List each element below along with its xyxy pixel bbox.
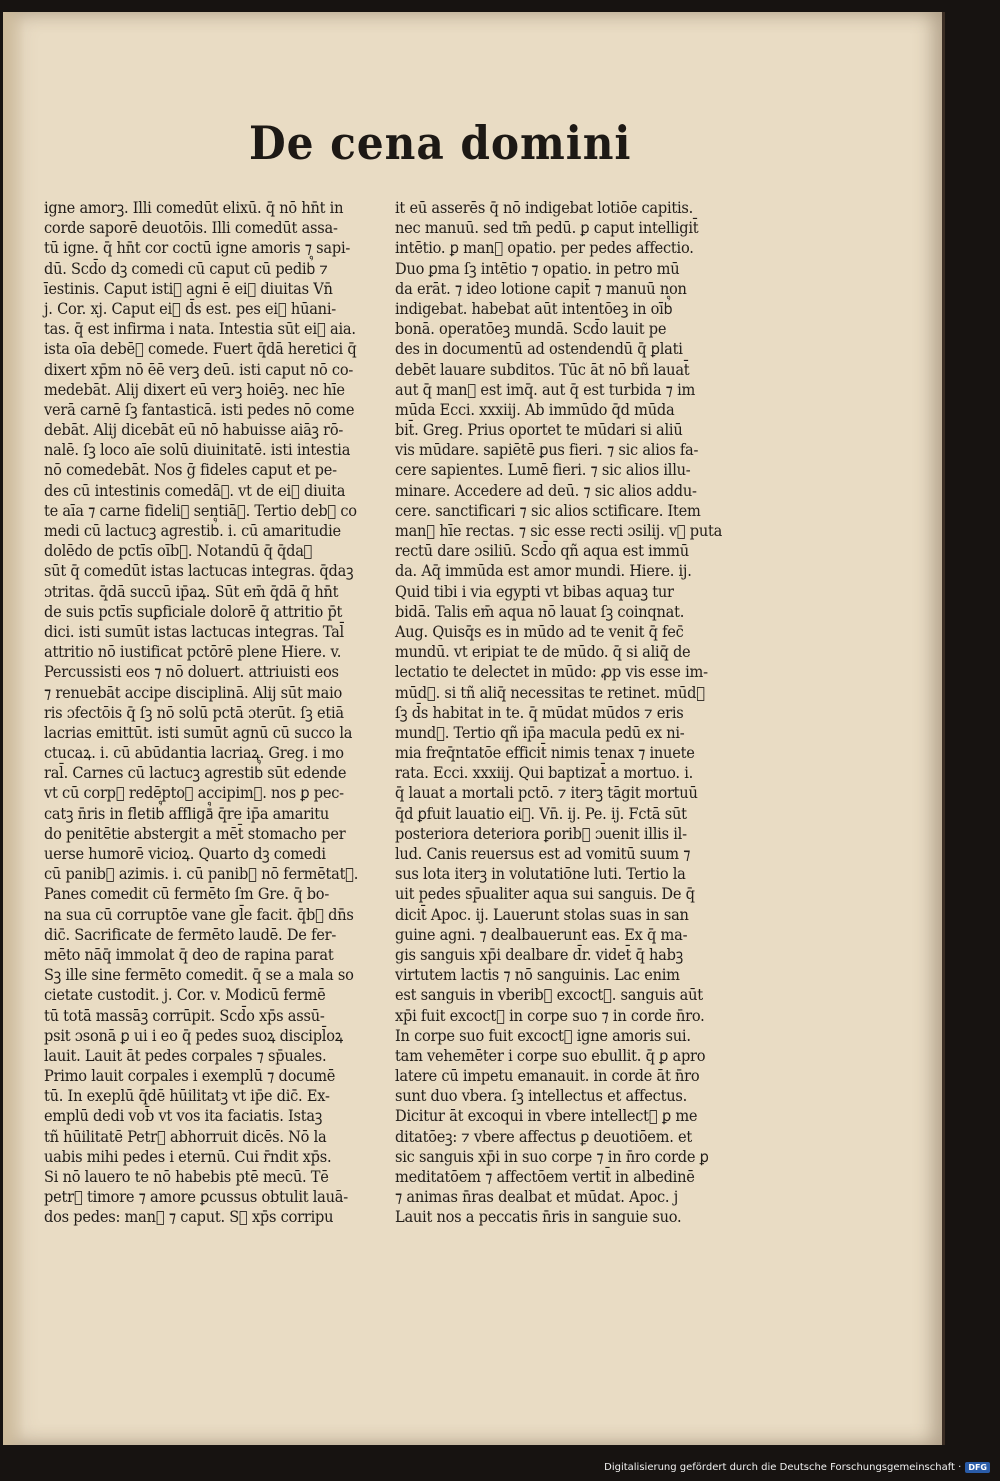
text-line: tas. q̄ est infirma i nata. Intestia sūt ei᷒ aia. (44, 320, 356, 339)
text-line: des cū intestinis comedā᷒. vt de ei᷒ diuita (44, 481, 346, 500)
text-line: man᷒ hīe rectas. ⁊ sic esse recti ɔsilij. vꝫ puta (395, 522, 723, 540)
text-line: mundū. vt eripiat te de mūdo. q̄ si aliq̄ de (395, 643, 691, 662)
text-line: dixert xp̄m nō ēē verꝫ deū. isti caput nō co- (44, 360, 354, 379)
text-line: Duo ꝑma ſꝫ intētio ⁊ opatio. in petro mū (395, 259, 680, 278)
text-line: ſꝫ d̄s habitat in te. q̄ mūdat mūdos ⁊ eris (395, 703, 684, 722)
text-line: tū totā massāꝫ corrūpit. Scd̄o xp̄s assū- (44, 1006, 325, 1025)
text-line: da. Aq̄ immūda est amor mundi. Hiere. ij. (395, 562, 692, 581)
text-line: Panes comedit cū fermēto ſm Gre. q̄ bo- (44, 885, 330, 904)
text-line: emplū dedi vob̄ vt vos ita faciatis. Istaꝫ (44, 1107, 323, 1126)
text-line: verā carnē ſꝫ fantasticā. isti pedes nō come (44, 400, 355, 419)
text-line: Quid tibi i via egypti vt bibas aquaꝫ tur (395, 582, 674, 601)
text-line: catꝫ n̄ris in fletib᷒ affligā᷒ q̄re ip̄a amaritu (44, 804, 330, 823)
text-line: tñ hūilitatē Petr᷒ abhorruit dicēs. Nō la (44, 1127, 327, 1146)
text-line: ɔtritas. q̄dā succū ip̄aꝝ. Sūt em̄ q̄dā q̄ hn̄t (44, 582, 339, 601)
right-text-column (395, 198, 723, 1228)
text-line: Si nō lauero te nō habebis ptē mecū. Tē (44, 1168, 329, 1186)
text-line: sunt duo vbera. ſꝫ intellectus et affectus. (395, 1087, 687, 1106)
text-line: bonā. operatōeꝫ mundā. Scd̄o lauit pe (395, 320, 667, 339)
dfg-logo-icon: DFG (965, 1462, 990, 1473)
text-line: lud. Canis reuersus est ad vomitū suum ⁊ (395, 845, 691, 863)
text-line: ⁊ animas n̄ras dealbat et mūdat. Apoc. j (395, 1188, 678, 1207)
text-line: ⁊ renuebāt accipe disciplinā. Alij sūt maio (44, 683, 343, 702)
text-line: cū panib᷒ azimis. i. cū panib᷒ nō fermētatꝫ. (44, 865, 359, 884)
text-line: Sꝫ ille sine fermēto comedit. q̄ se a mala so (44, 966, 354, 985)
credit-text: Digitalisierung gefördert durch die Deutsche Forschungsgemeinschaft · (604, 1462, 962, 1473)
text-line: uit pedes sp̄ualiter aqua sui sanguis. De q̄ (395, 885, 695, 904)
text-line: indigebat. habebat aūt intentōeꝫ in oīb᷒ (395, 299, 673, 318)
text-line: mia freq̄ntatōe efficit̄ nimis tenax ⁊ inuete (395, 744, 695, 763)
text-line: q̄ lauat a mortali pctō. ⁊ iterꝫ tāgit mortuū (395, 784, 698, 803)
text-line: bidā. Talis em̄ aqua nō lauat ſꝫ coinqnat. (395, 602, 685, 621)
text-line: te aīa ⁊ carne fideli᷒ sentiā᷒. Tertio debꝫ co (44, 501, 357, 520)
text-line: uabis mihi pedes i eternū. Cui r̄ndit xp̄s. (44, 1147, 332, 1166)
text-line: intētio. ꝑ man᷒ opatio. per pedes affectio. (395, 239, 694, 258)
text-line: mund᷒. Tertio qñ ip̄a macula pedū ex ni- (395, 723, 685, 742)
text-line: na sua cū corruptōe vane gl̄e facit. q̄b᷒ dn̄s (44, 905, 354, 924)
text-line: guine agni. ⁊ dealbauerunt eas. Ex q̄ ma- (395, 925, 688, 944)
text-line: petr᷒ timore ⁊ amore ꝑcussus obtulit lauā- (44, 1188, 348, 1207)
text-line: lacrias emittūt. isti sumūt agnū cū succo la (44, 723, 353, 742)
text-line: mūda Ecci. xxxiij. Ab immūdo q̄d mūda (395, 400, 675, 419)
text-line: est sanguis in vberib᷒ excoct᷒. sanguis aūt (395, 986, 703, 1005)
text-line: cere sapientes. Lumē fieri. ⁊ sic alios illu- (395, 461, 691, 480)
text-line: rectū dare ɔsiliū. Scd̄o qñ aqua est immū (395, 542, 689, 561)
text-line: minare. Accedere ad deū. ⁊ sic alios addu- (395, 481, 697, 500)
page-heading: De cena domini (249, 116, 632, 170)
text-line: cietate custodit. j. Cor. v. Modicū fermē (44, 986, 326, 1005)
text-line: do penitētie abstergit a mēt̄ stomacho per (44, 824, 346, 843)
text-line: sūt q̄ comedūt istas lactucas integras. q̄daꝫ (44, 562, 354, 581)
text-line: vt cū corp᷒ redēptoꝫ accipim᷒. nos ꝑ pec- (44, 784, 344, 803)
text-line: dos pedes: man᷒ ⁊ caput. Sꝫ xp̄s corripu (44, 1208, 334, 1227)
text-line: ista oīa debē᷒ comede. Fuert q̄dā heretici q̄ (44, 340, 357, 359)
text-line: virtutem lactis ⁊ nō sanguinis. Lac enim (395, 966, 680, 985)
text-line: tam vehemēter i corpe suo ebullit. q̄ ꝑ apro (395, 1046, 706, 1065)
text-line: tū. In exeplū q̄dē hūilitatꝫ vt ip̄e dic̄. Ex- (44, 1087, 330, 1106)
text-line: lectatio te delectet in mūdo: ꝓp vis esse im- (395, 663, 708, 682)
text-line: ral̄. Carnes cū lactucꝫ agrestib᷒ sūt edende (44, 764, 347, 783)
text-line: medebāt. Alij dixert eū verꝫ hoiēꝫ. nec hīe (44, 380, 345, 399)
text-line: gis sanguis xp̄i dealbare d̄r. videt̄ q̄ habꝫ (395, 945, 683, 964)
text-line: ditatōeꝫ: ⁊ vbere affectus ꝑ deuotiōem. et (395, 1127, 693, 1146)
text-line: sic sanguis xp̄i in suo corpe ⁊ in n̄ro corde ꝑ (395, 1147, 709, 1166)
left-text-column (44, 198, 359, 1228)
text-line: it eū asserēs q̄ nō indigebat lotiōe capitis. (395, 199, 694, 217)
text-line: aut q̄ man᷒ est imq̄. aut q̄ est turbida ⁊ im (395, 380, 696, 399)
text-line: lauit. Lauit āt pedes corpales ⁊ sp̄uales. (44, 1046, 327, 1065)
text-line: posteriora deteriora ꝑorib᷒ ɔuenit illis il- (395, 824, 687, 843)
text-line: psit ɔsonā ꝑ ui i eo q̄ pedes suoꝝ discipl̄oꝝ (44, 1026, 343, 1045)
text-line: j. Cor. xj. Caput ei᷒ d̄s est. pes ei᷒ hūani- (44, 299, 336, 318)
text-line: des in documentū ad ostendendū q̄ ꝑlati (395, 340, 683, 359)
text-line: q̄d ꝑfuit lauatio ei᷒. Vn̄. ij. Pe. ij. Fctā sūt (395, 804, 687, 823)
text-line: medi cū lactucꝫ agrestib᷒. i. cū amaritudie (44, 522, 341, 540)
book-page (3, 12, 945, 1445)
text-line: uerse humorē vicioꝝ. Quarto dꝫ comedi (44, 845, 326, 863)
text-line: cere. sanctificari ⁊ sic alios sctificare. Item (395, 501, 701, 520)
text-line: dolēdo de pctīs oīb᷒. Notandū q̄ q̄daꝫ (44, 542, 313, 561)
digitization-credit (604, 1462, 990, 1473)
text-line: dici. isti sumūt istas lactucas integras. Tal̄ (44, 622, 344, 641)
text-line: dū. Scd̄o dꝫ comedi cū caput cū pedib᷒ ⁊ (44, 259, 328, 278)
text-line: ris ɔfectōis q̄ ſꝫ nō solū pctā ɔterūt. ſꝫ etiā (44, 703, 344, 722)
text-line: Percussisti eos ⁊ nō doluert. attriuisti eos (44, 663, 339, 682)
text-line: sus lota iterꝫ in volutatiōne luti. Tertio la (395, 865, 686, 884)
text-line: nec manuū. sed tm̄ pedū. ꝑ caput intelligit̄ (395, 219, 699, 238)
text-line: debāt. Alij dicebāt eū nō habuisse aiāꝫ rō- (44, 421, 344, 440)
text-line: nalē. ſꝫ loco aīe solū diuinitatē. isti intestia (44, 441, 351, 460)
text-line: bit̄. Greg. Prius oportet te mūdari si aliū (395, 421, 683, 440)
text-line: dic̄. Sacrificate de fermēto laudē. De fer- (44, 925, 337, 944)
text-line: nō comedebāt. Nos ḡ fideles caput et pe- (44, 461, 337, 480)
text-line: Dicitur āt excoqui in vbere intellect᷒ ꝑ me (395, 1107, 698, 1126)
text-line: meditatōem ⁊ affectōem vertit̄ in albedinē (395, 1168, 695, 1186)
text-line: igne amorꝫ. Illi comedūt elixū. q̄ nō hn̄t in (44, 199, 344, 217)
text-line: mūd᷒. si tñ aliq̄ necessitas te retinet. mūd᷒ (395, 683, 705, 702)
text-line: mēto nāq̄ immolat q̄ deo de rapina parat (44, 945, 334, 964)
text-line: corde saporē deuotōis. Illi comedūt assa- (44, 219, 338, 238)
text-line: debēt lauare subditos. Tūc āt nō bñ lauat̄ (395, 360, 690, 379)
text-line: xp̄i fuit excoct᷒ in corpe suo ⁊ in corde n̄ro. (395, 1006, 705, 1025)
text-line: latere cū impetu emanauit. in corde āt n̄ro (395, 1067, 700, 1086)
text-line: ctucaꝝ. i. cū abūdantia lacriaꝝ. Greg. i mo (44, 744, 344, 763)
text-line: Primo lauit corpales i exemplū ⁊ documē (44, 1067, 336, 1086)
text-line: tū igne. q̄ hn̄t cor coctū igne amoris ⁊ sapi- (44, 239, 351, 258)
text-line: attritio nō iustificat pctōrē plene Hiere. v. (44, 643, 342, 662)
text-line: de suis pctīs suꝑficiale dolorē q̄ attritio p̄t (44, 602, 343, 621)
text-line: dicit̄ Apoc. ij. Lauerunt stolas suas in san (395, 905, 689, 924)
text-line: rata. Ecci. xxxiij. Qui baptizat̄ a mortuo. i. (395, 764, 694, 783)
text-line: Aug. Quisq̄s es in mūdo ad te venit q̄ fec̄ (395, 622, 684, 641)
text-line: In corpe suo fuit excoct᷒ igne amoris sui. (395, 1026, 691, 1045)
text-line: vis mūdare. sapiētē ꝑus fieri. ⁊ sic alios fa- (395, 441, 699, 460)
text-line: Lauit nos a peccatis n̄ris in sanguie suo. (395, 1208, 682, 1227)
text-line: da erāt. ⁊ ideo lotione capit̄ ⁊ manuū non (395, 279, 687, 298)
text-line: īestinis. Caput isti᷒ agni ē ei᷒ diuitas Vn̄ (44, 279, 333, 298)
